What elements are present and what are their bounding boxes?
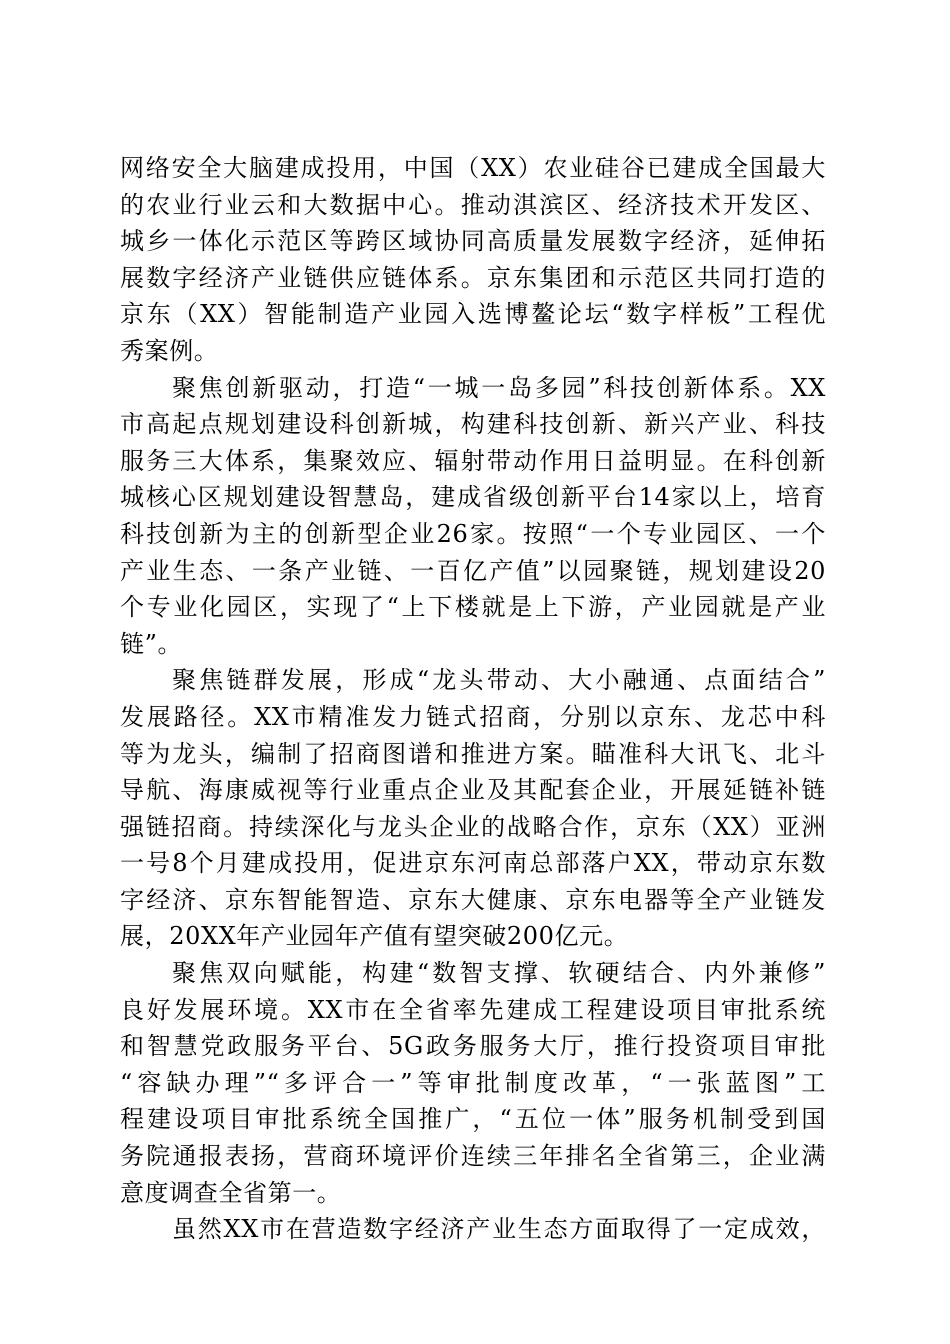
text-line: 产业生态、一条产业链、一百亿产值”以园聚链，规划建设20 xyxy=(120,556,826,585)
text-line: 良好发展环境。XX市在全省率先建成工程建设项目审批系统 xyxy=(120,995,826,1024)
text-line: 导航、海康威视等行业重点企业及其配套企业，开展延链补链 xyxy=(120,776,826,805)
text-line: 字经济、京东智能智造、京东大健康、京东电器等全产业链发 xyxy=(120,885,826,914)
text-line: 京东（XX）智能制造产业园入选博鳌论坛“数字样板”工程优 xyxy=(120,300,826,329)
text-line: 聚焦创新驱动，打造“一城一岛多园”科技创新体系。XX xyxy=(172,373,826,402)
paragraph-bidirectional-empowerment xyxy=(120,955,826,1211)
text-line: 的农业行业云和大数据中心。推动淇滨区、经济技术开发区、 xyxy=(120,190,826,219)
text-line: 链”。 xyxy=(120,629,183,658)
text-line: 务院通报表扬，营商环境评价连续三年排名全省第三，企业满 xyxy=(120,1142,826,1171)
text-line: 意度调查全省第一。 xyxy=(120,1178,342,1207)
text-line: 等为龙头，编制了招商图谱和推进方案。瞄准科大讯飞、北斗 xyxy=(120,739,826,768)
text-line: 城乡一体化示范区等跨区域协同高质量发展数字经济，延伸拓 xyxy=(120,227,826,256)
text-line: 科技创新为主的创新型企业26家。按照“一个专业园区、一个 xyxy=(120,519,826,548)
paragraph-challenges-intro xyxy=(120,1211,826,1248)
text-line: 一号8个月建成投用，促进京东河南总部落户XX，带动京东数 xyxy=(120,849,826,878)
text-line: 展，20XX年产业园年产值有望突破200亿元。 xyxy=(120,922,629,951)
text-line: 发展路径。XX市精准发力链式招商，分别以京东、龙芯中科 xyxy=(120,702,826,731)
text-line: 和智慧党政服务平台、5G政务服务大厅，推行投资项目审批 xyxy=(120,1032,826,1061)
text-line: 秀案例。 xyxy=(120,336,219,365)
text-line: 虽然XX市在营造数字经济产业生态方面取得了一定成效， xyxy=(172,1215,826,1244)
text-line: 聚焦双向赋能，构建“数智支撑、软硬结合、内外兼修” xyxy=(172,959,826,988)
text-line: 程建设项目审批系统全国推广，“五位一体”服务机制受到国 xyxy=(120,1105,826,1134)
text-line: 强链招商。持续深化与龙头企业的战略合作，京东（XX）亚洲 xyxy=(120,812,826,841)
paragraph-innovation-driven xyxy=(120,370,826,663)
document-body xyxy=(120,150,826,1248)
text-line: 市高起点规划建设科创新城，构建科技创新、新兴产业、科技 xyxy=(120,410,826,439)
paragraph-chain-cluster xyxy=(120,662,826,955)
text-line: 聚焦链群发展，形成“龙头带动、大小融通、点面结合” xyxy=(172,666,826,695)
text-line: “容缺办理”“多评合一”等审批制度改革，“一张蓝图”工 xyxy=(120,1068,826,1097)
text-line: 网络安全大脑建成投用，中国（XX）农业硅谷已建成全国最大 xyxy=(120,154,826,182)
paragraph-digital-infrastructure xyxy=(120,150,826,370)
text-line: 个专业化园区，实现了“上下楼就是上下游，产业园就是产业 xyxy=(120,593,826,622)
text-line: 服务三大体系，集聚效应、辐射带动作用日益明显。在科创新 xyxy=(120,446,826,475)
text-line: 展数字经济产业链供应链体系。京东集团和示范区共同打造的 xyxy=(120,263,826,292)
text-line: 城核心区规划建设智慧岛，建成省级创新平台14家以上，培育 xyxy=(120,483,826,512)
